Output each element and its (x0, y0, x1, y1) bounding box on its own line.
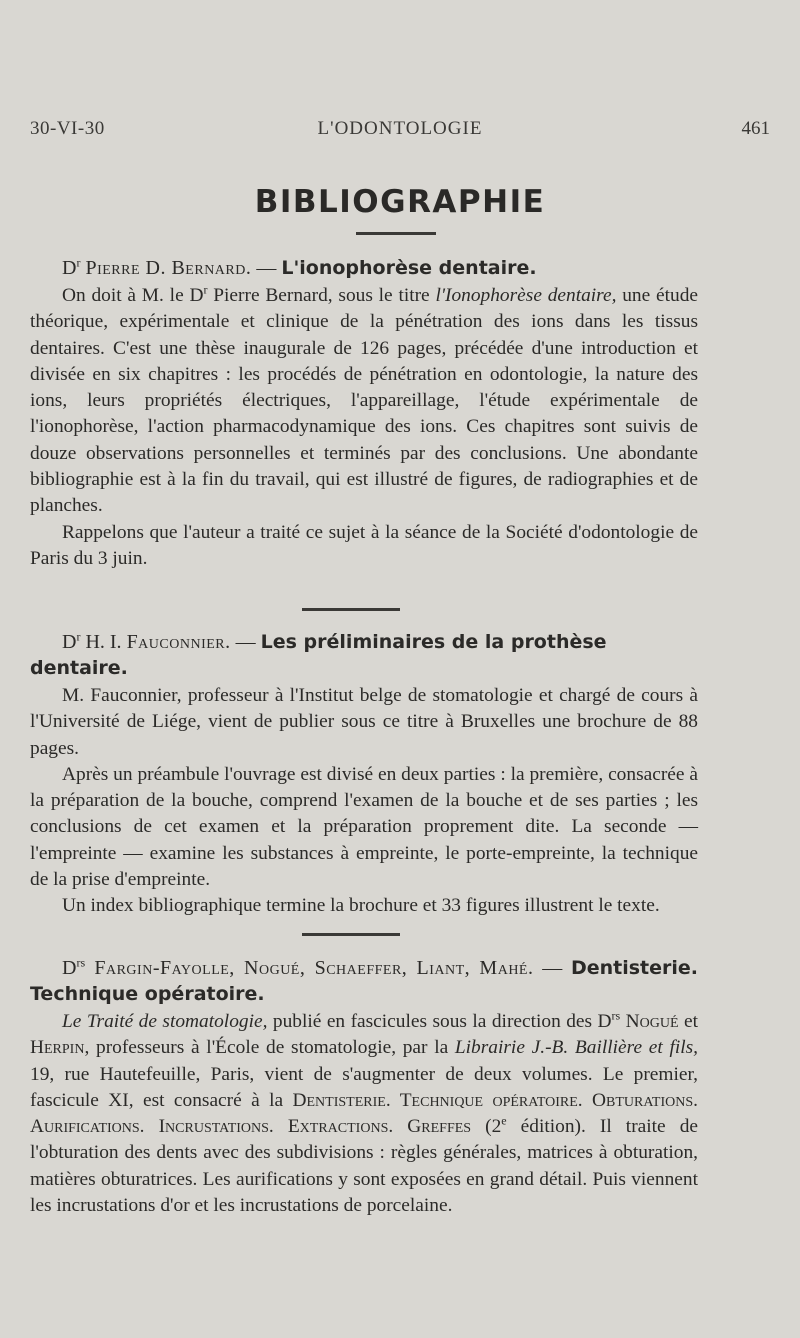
small-caps-name: Herpin (30, 1037, 85, 1059)
author-name: Fauconnier. (126, 631, 231, 653)
text-run: édition). Il traite de l'obturation des dents avec des subdivisions : règles générales, matrices à obturation, matières obturatrices. Les aurifications y sont exposées en grand détail. Puis viennent les incrustations d'or et les incrustations de porcelaine. (30, 1116, 698, 1217)
title-rule (356, 232, 436, 235)
italic-title: l'Ionophorèse dentaire, (435, 285, 617, 306)
text-run: 19, rue Hautefeuille, Paris, vient de s'augmenter de deux volumes. Le premier, fascicule XI, est consacré à la (30, 1063, 698, 1111)
work-title: L'ionophorèse dentaire. (281, 257, 537, 279)
entry-paragraph: M. Fauconnier, professeur à l'Institut belge de stomatologie et chargé de cours à l'Université de Liége, vient de publier sous ce titre à Bruxelles une brochure de 88 pages. (30, 685, 698, 759)
text-run: (2 (471, 1116, 502, 1138)
small-caps-subjects: Dentisterie. Technique opératoire. Obturations. Aurifications. Incrustations. Extractions. Greffes (30, 1089, 698, 1138)
text-run: Pierre Bernard, sous le titre (207, 285, 436, 306)
author-prefix-sup: rs (76, 955, 86, 970)
author-initials: H. I. (80, 631, 127, 653)
heading-dash: — (230, 631, 261, 653)
text-sup: e (501, 1113, 507, 1128)
author-prefix-sup: r (76, 629, 81, 644)
page-title: BIBLIOGRAPHIE (254, 184, 546, 220)
text-run: On doit à M. le D (62, 285, 204, 306)
bibliography-entry-fauconnier (30, 629, 698, 920)
entry-paragraph (30, 1009, 698, 1219)
text-run: publié en fascicules sous la direction des D (267, 1011, 612, 1032)
work-title: Dentisterie. Technique opératoire. (30, 957, 699, 1005)
entry-paragraph (30, 283, 698, 520)
author-name: Pierre D. Bernard. (85, 257, 252, 279)
entry-paragraph: Rappelons que l'auteur a traité ce sujet à la séance de la Société d'odontologie de Paris du 3 juin. (30, 521, 698, 569)
text-run: et (678, 1011, 699, 1032)
text-sup: rs (611, 1008, 621, 1023)
entry-paragraph: Un index bibliographique termine la brochure et 33 figures illustrent le texte. (62, 895, 660, 917)
text-run: une étude théorique, expérimentale et clinique de la pénétration des ions dans les tissus dentaires. C'est une thèse inaugurale de 126 pages, précédée d'une introduction et divisée en six chapitres : les procédés de pénétration en odontologie, la nature des ions, leurs propriétés électriques, l'appareillage, l'étude expérimentale de l'ionophorèse, l'action pharmacodynamique des ions. Ces chapitres sont suivis de douze observations personnelles et terminés par des conclusions. Une abondante bibliographie est à la fin du travail, qui est illustré de figures, de radiographies et de planches. (30, 285, 699, 517)
author-prefix: D (62, 631, 77, 653)
entry-heading (30, 955, 698, 1007)
entry-heading (30, 255, 698, 281)
bibliography-entry-nogue (30, 955, 698, 1219)
small-caps-name: Nogué (620, 1011, 679, 1032)
entry-paragraph: Après un préambule l'ouvrage est divisé en deux parties : la première, consacrée à la préparation de la bouche, comprend l'examen de la bouche et de ses parties ; les conclusions de cet examen et la préparation proprement dite. La seconde — l'empreinte — examine les substances à empreinte, le porte-empreinte, la technique de la prise d'empreinte. (30, 763, 698, 891)
author-prefix: D (62, 257, 77, 279)
italic-publisher: Librairie J.-B. Baillière et fils, (454, 1037, 698, 1059)
section-rule (302, 933, 400, 936)
work-title: Les préliminaires de la prothèse dentaire. (30, 631, 607, 679)
italic-title: Le Traité de stomatologie, (62, 1011, 268, 1032)
page-number: 461 (741, 118, 770, 139)
running-head (30, 118, 770, 142)
section-rule (302, 608, 400, 611)
author-prefix: D (62, 957, 77, 979)
issue-date: 30-VI-30 (30, 118, 105, 139)
heading-dash: — (533, 957, 571, 979)
author-name: Fargin-Fayolle, Nogué, Schaeffer, Liant, Mahé. (85, 957, 534, 979)
text-run: , professeurs à l'École de stomatologie, par la (84, 1037, 455, 1059)
bibliography-entry-bernard (30, 255, 698, 572)
author-prefix-sup: r (76, 255, 81, 270)
heading-dash: — (251, 257, 282, 279)
text-sup: r (203, 282, 208, 297)
entry-heading (30, 629, 698, 681)
journal-name: L'ODONTOLOGIE (317, 118, 483, 139)
